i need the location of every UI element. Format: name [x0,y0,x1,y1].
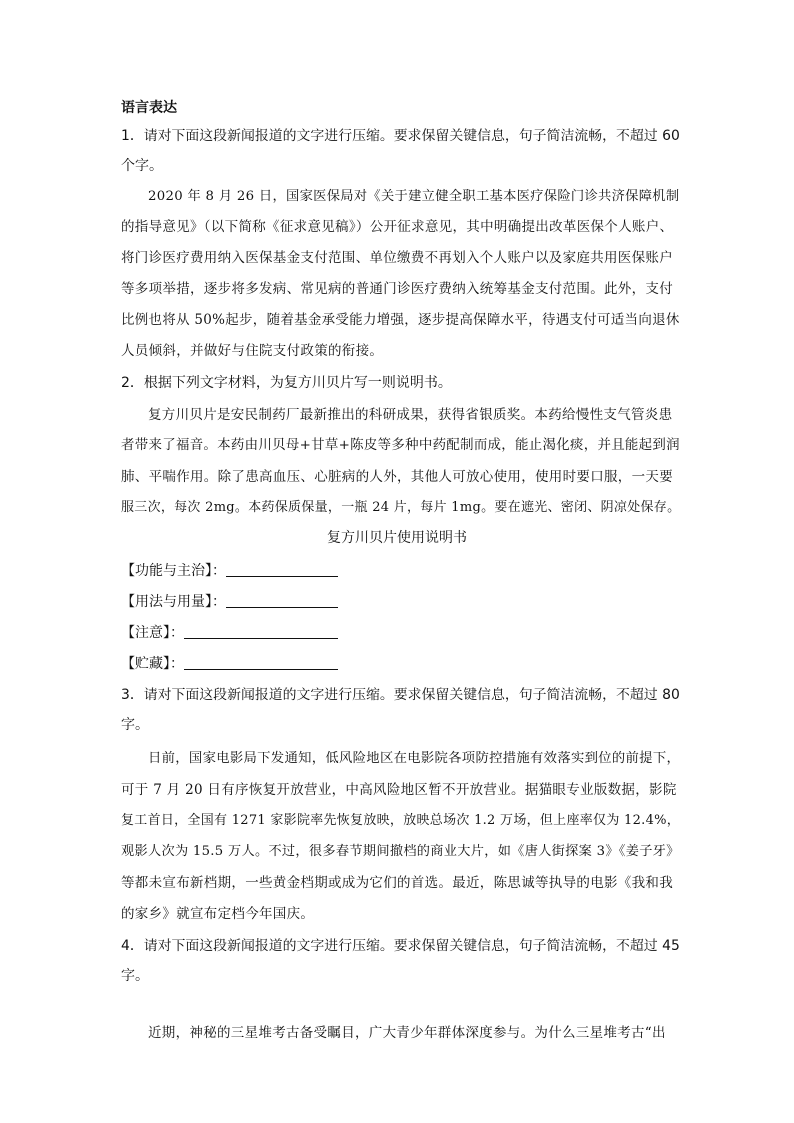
field-label: 【功能与主治】： [121,563,226,579]
q3-passage-line: 等都未宣布新档期，一些黄金档期或成为它们的首选。最近，陈思诚等执导的电影《我和我 [121,875,673,891]
answer-blank[interactable] [226,562,338,577]
manual-field-caution [121,623,338,643]
question-4-line-1: 4．请对下面这段新闻报道的文字进行压缩。要求保留关键信息，句子简洁流畅，不超过 45 [121,938,680,954]
question-4-line-2: 字。 [121,968,149,984]
q2-passage-line: 服三次，每次 2mg。本药保质保量，一瓶 24 片，每片 1mg。要在遮光、密闭、阴凉处保存。 [121,500,681,515]
q1-passage-line: 人员倾斜，并做好与住院支付政策的衔接。 [121,343,384,359]
section-heading: 语言表达 [121,100,177,116]
q4-passage-line: 近期，神秘的三星堆考古备受瞩目，广大青少年群体深度参与。为什么三星堆考古“出 [148,1025,666,1041]
question-1-line-1: 1．请对下面这段新闻报道的文字进行压缩。要求保留关键信息，句子简洁流畅，不超过 60 [121,128,680,144]
field-label: 【用法与用量】： [121,594,226,610]
field-label: 【贮藏】： [121,656,184,672]
q3-passage-line: 复工首日，全国有 1271 家影院率先恢复放映，放映总场次 1.2 万场，但上座率仅为 12.4%， [121,813,681,828]
answer-blank[interactable] [226,593,338,608]
q1-passage-line: 的指导意见》（以下简称《征求意见稿》）公开征求意见，其中明确提出改革医保个人账户、 [121,219,674,235]
answer-blank[interactable] [184,655,338,670]
q3-passage-line: 观影人次为 15.5 万人。不过，很多春节期间撤档的商业大片，如《唐人街探案 3》《姜子牙》 [121,844,680,859]
q3-passage-line: 日前，国家电影局下发通知，低风险地区在电影院各项防控措施有效落实到位的前提下， [148,751,681,766]
manual-title: 复方川贝片使用说明书 [327,530,467,546]
q1-passage-line: 将门诊医疗费用纳入医保基金支付范围、单位缴费不再划入个人账户以及家庭共用医保账户 [121,250,673,266]
q2-passage-line: 肺、平喘作用。除了患高血压、心脏病的人外，其他人可放心使用，使用时要口服，一天要 [121,469,673,485]
question-2-line-1: 2．根据下列文字材料，为复方川贝片写一则说明书。 [121,375,452,391]
q1-passage-line: 比例也将从 50%起步，随着基金承受能力增强，逐步提高保障水平，待遇支付可适当向退休 [121,312,680,328]
q2-passage-line: 者带来了福音。本药由川贝母+甘草+陈皮等多种中药配制而成，能止渴化痰，并且能起到润 [121,438,680,453]
answer-blank[interactable] [184,624,338,639]
q1-passage-line: 等多项举措，逐步将多发病、常见病的普通门诊医疗费纳入统筹基金支付范围。此外，支付 [121,281,673,297]
q1-passage-line: 2020 年 8 月 26 日，国家医保局对《关于建立健全职工基本医疗保险门诊共济保障机制 [148,189,680,204]
field-label: 【注意】： [121,625,184,641]
q3-passage-line: 可于 7 月 20 日有序恢复开放营业，中高风险地区暂不开放营业。据猫眼专业版数据，影院 [121,782,677,798]
question-1-line-2: 个字。 [121,158,163,174]
question-3-line-2: 字。 [121,717,149,733]
manual-field-storage [121,654,338,674]
manual-field-function [121,561,338,581]
q2-passage-line: 复方川贝片是安民制药厂最新推出的科研成果，获得省银质奖。本药给慢性支气管炎患 [148,407,673,423]
question-3-line-1: 3．请对下面这段新闻报道的文字进行压缩。要求保留关键信息，句子简洁流畅，不超过 80 [121,687,680,703]
manual-field-usage [121,592,338,612]
q3-passage-line: 的家乡》就宣布定档今年国庆。 [121,906,315,922]
